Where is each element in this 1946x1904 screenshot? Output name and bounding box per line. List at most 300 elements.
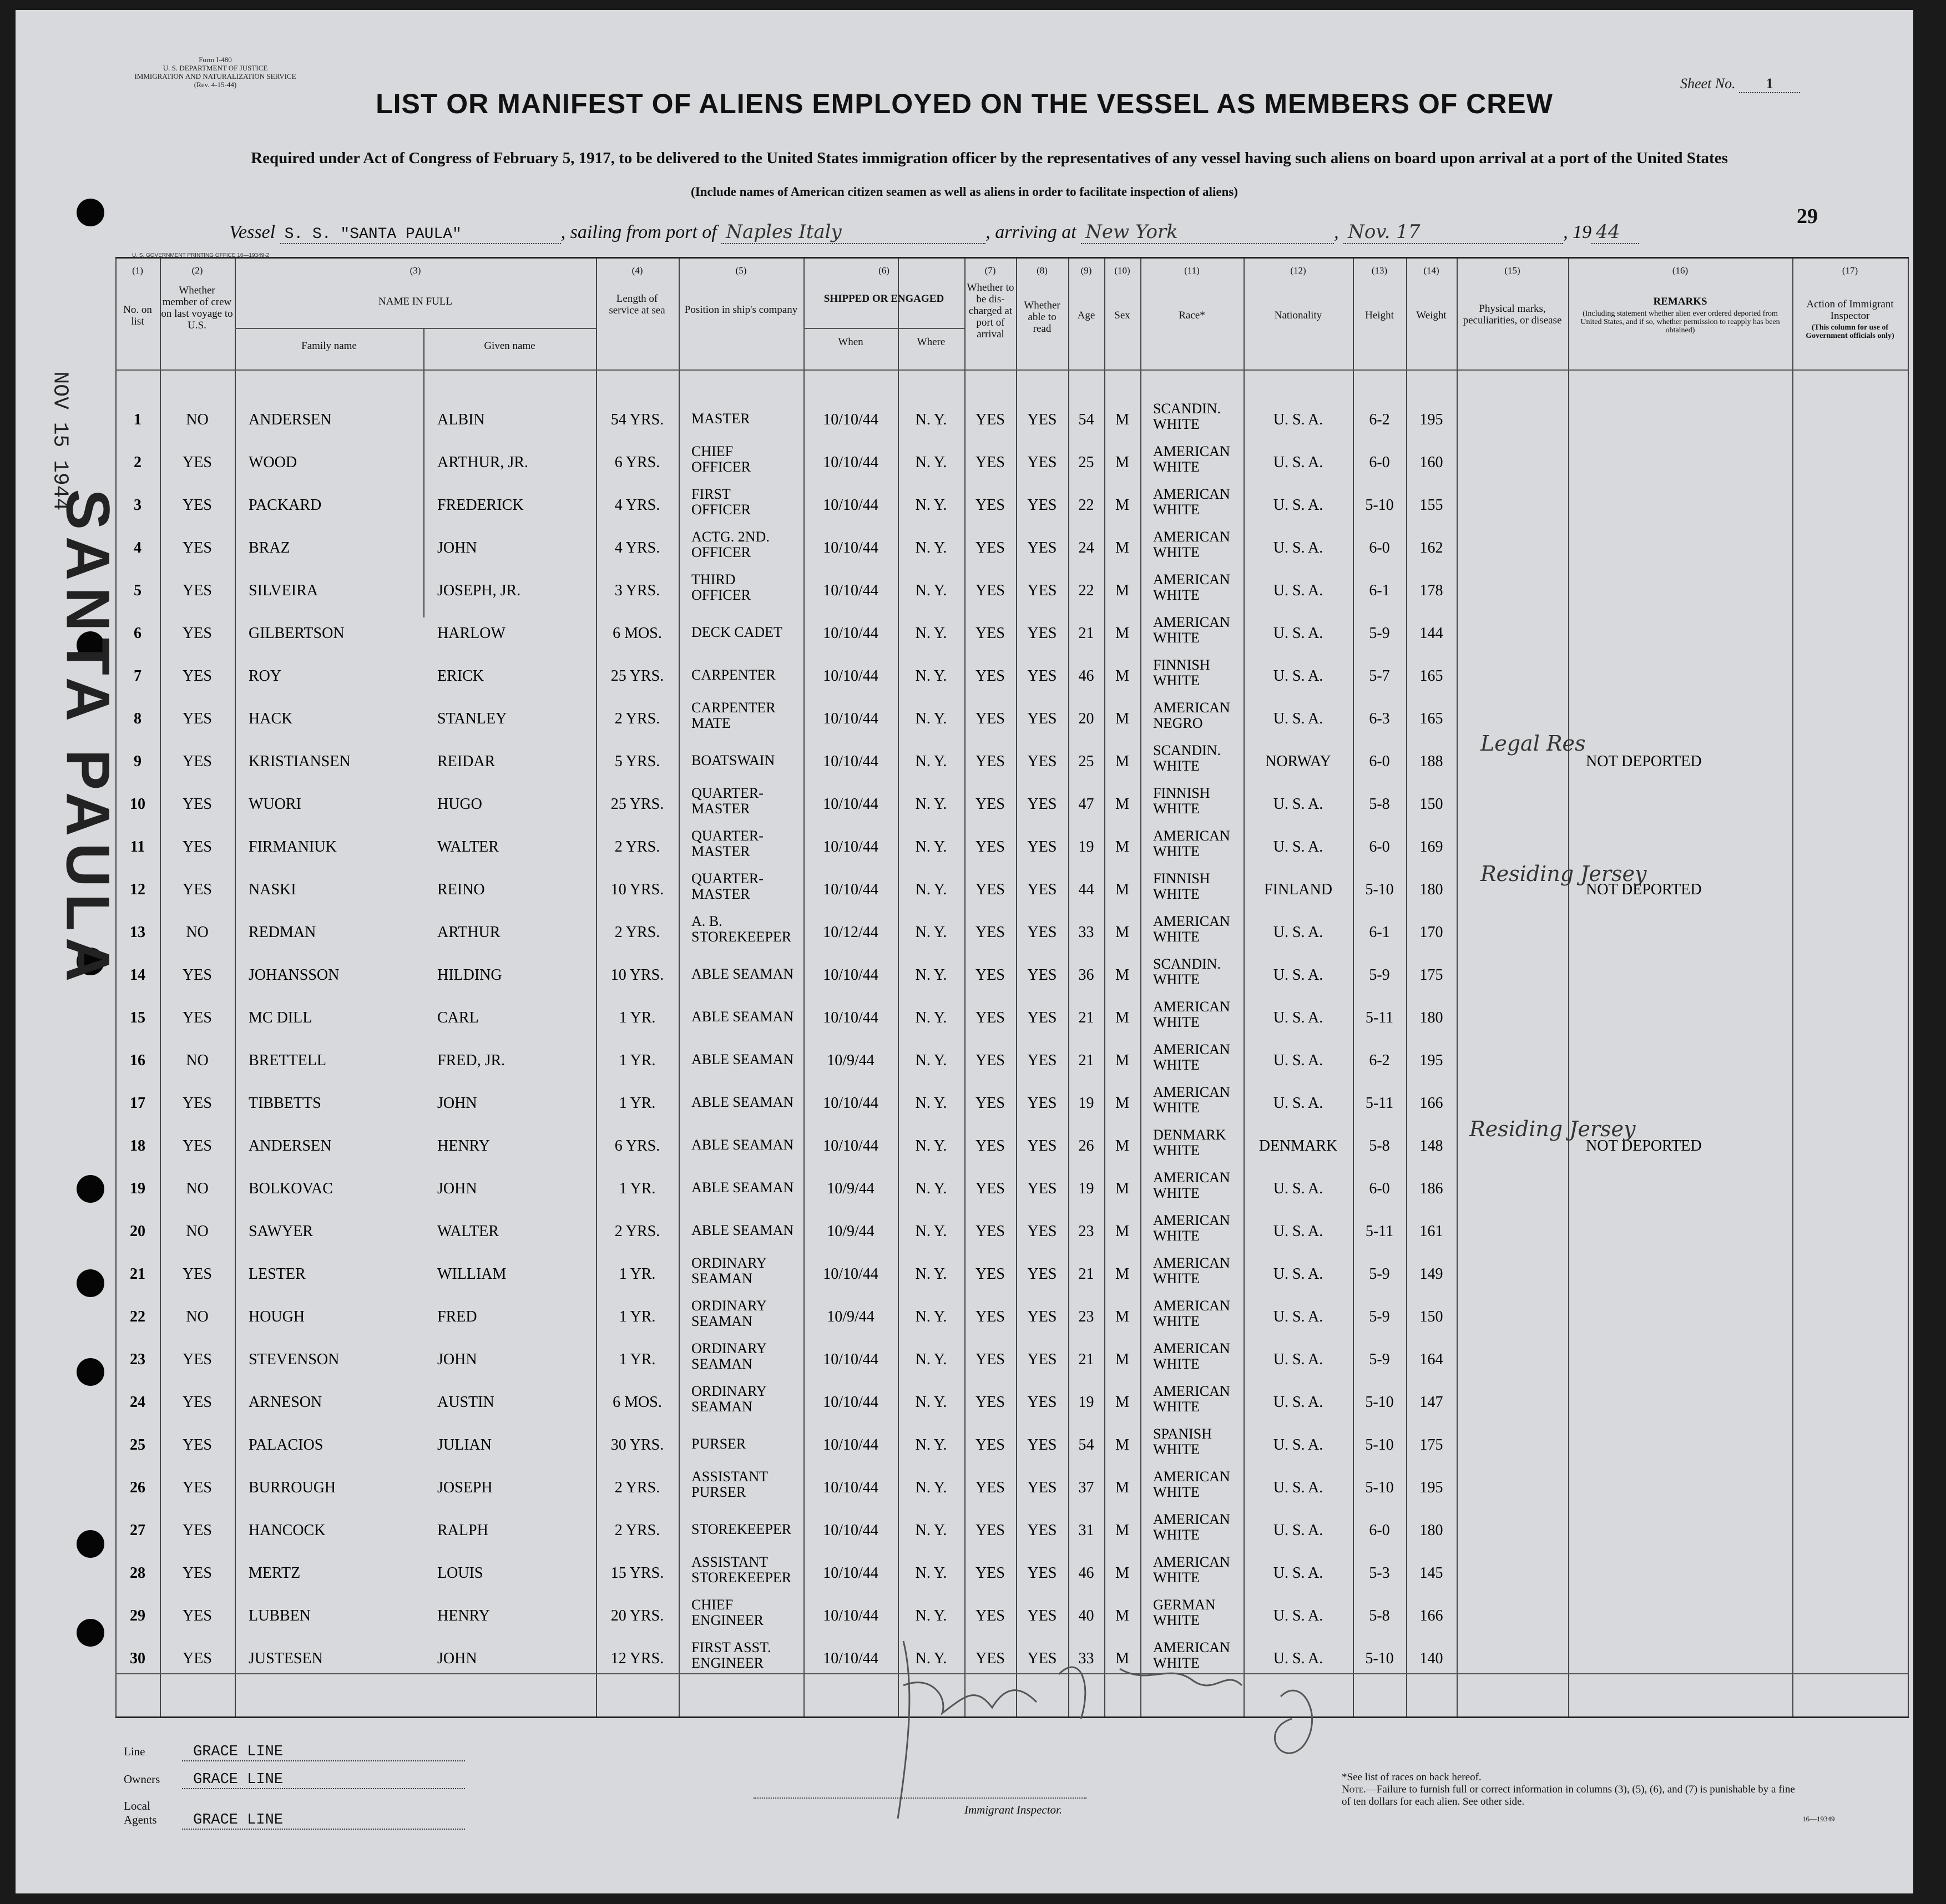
col-num: (10) xyxy=(1114,265,1130,276)
age: 40 xyxy=(1078,1607,1094,1624)
last-voyage: YES xyxy=(183,1095,212,1112)
form-number: Form I-480 xyxy=(199,55,232,64)
nationality: U. S. A. xyxy=(1273,1180,1323,1197)
race-line: WHITE xyxy=(1153,1569,1200,1586)
able-to-read: YES xyxy=(1027,753,1057,770)
age: 24 xyxy=(1078,539,1094,556)
handwritten-remark: Residing Jersey xyxy=(1469,1117,1636,1141)
given-name: REIDAR xyxy=(437,753,496,770)
nationality: U. S. A. xyxy=(1273,1564,1323,1582)
given-name: JOSEPH, JR. xyxy=(437,582,521,599)
shipped-when: 10/10/44 xyxy=(823,966,878,984)
col-num: (9) xyxy=(1080,265,1092,276)
position-line: ACTG. 2ND. xyxy=(691,529,770,545)
race xyxy=(1153,1384,1245,1415)
age: 19 xyxy=(1078,1095,1094,1112)
race xyxy=(1153,572,1245,603)
weight: 195 xyxy=(1419,1052,1443,1069)
position-line: SEAMAN xyxy=(691,1356,752,1372)
footer-line xyxy=(124,1744,465,1761)
race-line: FINNISH xyxy=(1153,870,1210,887)
height: 6-2 xyxy=(1369,1052,1390,1069)
weight: 164 xyxy=(1419,1351,1443,1368)
note-label: Note. xyxy=(1342,1784,1366,1795)
race-line: AMERICAN xyxy=(1153,443,1230,459)
handwritten-remark: Legal Res xyxy=(1480,731,1586,756)
nationality: U. S. A. xyxy=(1273,454,1323,471)
race-line: WHITE xyxy=(1153,843,1200,859)
family-name: NASKI xyxy=(249,881,296,898)
weight: 147 xyxy=(1419,1394,1443,1411)
race-line: FINNISH xyxy=(1153,657,1210,673)
sex: M xyxy=(1115,1522,1129,1539)
race-line: AMERICAN xyxy=(1153,614,1230,630)
age: 22 xyxy=(1078,497,1094,514)
nationality: U. S. A. xyxy=(1273,1308,1323,1325)
shipped-when: 10/10/44 xyxy=(823,753,878,770)
race-line: WHITE xyxy=(1153,1612,1200,1628)
sex: M xyxy=(1115,710,1129,727)
position xyxy=(691,753,802,768)
row-number: 17 xyxy=(130,1095,145,1112)
sex: M xyxy=(1115,1564,1129,1582)
height: 6-0 xyxy=(1369,1180,1390,1197)
row-number: 23 xyxy=(130,1351,145,1368)
race-line: AMERICAN xyxy=(1153,1298,1230,1314)
race-line: SPANISH xyxy=(1153,1426,1212,1442)
last-voyage: YES xyxy=(183,1137,212,1154)
race-line: WHITE xyxy=(1153,1484,1200,1500)
length-of-service: 1 YR. xyxy=(619,1308,656,1325)
last-voyage: YES xyxy=(183,1351,212,1368)
shipped-where: N. Y. xyxy=(915,924,947,941)
race-line: WHITE xyxy=(1153,971,1200,988)
nationality: U. S. A. xyxy=(1273,1436,1323,1454)
race-line: WHITE xyxy=(1153,1356,1200,1372)
col-num: (12) xyxy=(1290,265,1306,276)
col-num: (4) xyxy=(631,265,643,276)
able-to-read: YES xyxy=(1027,582,1057,599)
position xyxy=(691,966,802,982)
weight: 144 xyxy=(1419,625,1443,642)
position-line: STOREKEEPER xyxy=(691,1569,792,1586)
position-line: MASTER xyxy=(691,411,750,427)
row-number: 7 xyxy=(134,667,141,685)
length-of-service: 12 YRS. xyxy=(610,1650,664,1667)
row-number: 10 xyxy=(130,796,145,813)
vessel-name: S. S. "SANTA PAULA" xyxy=(280,226,561,244)
weight: 166 xyxy=(1419,1607,1443,1624)
shipped-when: 10/10/44 xyxy=(823,1436,878,1454)
shipped-where: N. Y. xyxy=(915,1137,947,1154)
given-name: LOUIS xyxy=(437,1564,483,1582)
age: 44 xyxy=(1078,881,1094,898)
age: 21 xyxy=(1078,1009,1094,1026)
header-able-read: Whether able to read xyxy=(1024,300,1060,335)
length-of-service: 6 YRS. xyxy=(614,1137,660,1154)
row-number: 25 xyxy=(130,1436,145,1454)
sex: M xyxy=(1115,1607,1129,1624)
row-number: 15 xyxy=(130,1009,145,1026)
height: 6-1 xyxy=(1369,582,1390,599)
race-line: AMERICAN xyxy=(1153,1383,1230,1399)
sex: M xyxy=(1115,966,1129,984)
header-discharged: Whether to be dis-charged at port of arrival xyxy=(967,282,1014,340)
shipped-where: N. Y. xyxy=(915,1265,947,1283)
weight: 175 xyxy=(1419,1436,1443,1454)
position-line: QUARTER- xyxy=(691,870,764,887)
inspector-label: Immigrant Inspector. xyxy=(964,1803,1063,1816)
discharged: YES xyxy=(975,1479,1005,1496)
sex: M xyxy=(1115,625,1129,642)
sex: M xyxy=(1115,1223,1129,1240)
race-line: AMERICAN xyxy=(1153,913,1230,929)
nationality: U. S. A. xyxy=(1273,966,1323,984)
position xyxy=(691,914,802,945)
position xyxy=(691,871,802,902)
age: 21 xyxy=(1078,1351,1094,1368)
header-shipped: SHIPPED OR ENGAGED xyxy=(823,293,944,305)
position xyxy=(691,1052,802,1067)
position xyxy=(691,529,802,560)
sex: M xyxy=(1115,1052,1129,1069)
discharged: YES xyxy=(975,667,1005,685)
race-line: WHITE xyxy=(1153,1399,1200,1415)
age: 19 xyxy=(1078,1180,1094,1197)
family-name: REDMAN xyxy=(249,924,316,941)
race-line: AMERICAN xyxy=(1153,1169,1230,1186)
race xyxy=(1153,1085,1245,1116)
shipped-when: 10/10/44 xyxy=(823,582,878,599)
table-row xyxy=(16,397,1913,439)
nationality: U. S. A. xyxy=(1273,1009,1323,1026)
header-nationality: Nationality xyxy=(1274,310,1322,321)
row-number: 4 xyxy=(134,539,141,556)
position-line: CARPENTER xyxy=(691,700,776,716)
position xyxy=(691,1597,802,1628)
shipped-where: N. Y. xyxy=(915,1607,947,1624)
age: 21 xyxy=(1078,1052,1094,1069)
footer-agents xyxy=(124,1799,465,1830)
age: 19 xyxy=(1078,1394,1094,1411)
able-to-read: YES xyxy=(1027,1223,1057,1240)
nationality: U. S. A. xyxy=(1273,411,1323,428)
weight: 180 xyxy=(1419,1522,1443,1539)
age: 54 xyxy=(1078,1436,1094,1454)
shipped-where: N. Y. xyxy=(915,539,947,556)
able-to-read: YES xyxy=(1027,454,1057,471)
shipped-when: 10/10/44 xyxy=(823,497,878,514)
race-line: AMERICAN xyxy=(1153,529,1230,545)
discharged: YES xyxy=(975,753,1005,770)
age: 25 xyxy=(1078,454,1094,471)
owners-value: GRACE LINE xyxy=(182,1771,465,1789)
position xyxy=(691,1095,802,1110)
discharged: YES xyxy=(975,796,1005,813)
family-name: ANDERSEN xyxy=(249,1137,332,1154)
family-name: PALACIOS xyxy=(249,1436,324,1454)
family-name: HOUGH xyxy=(249,1308,305,1325)
shipped-where: N. Y. xyxy=(915,411,947,428)
shipped-when: 10/9/44 xyxy=(827,1180,875,1197)
race xyxy=(1153,786,1245,817)
age: 33 xyxy=(1078,1650,1094,1667)
header-length-service: Length of service at sea xyxy=(609,293,665,316)
discharged: YES xyxy=(975,881,1005,898)
table-row xyxy=(16,568,1913,610)
race xyxy=(1153,1426,1245,1457)
row-number: 24 xyxy=(130,1394,145,1411)
position-line: DECK CADET xyxy=(691,624,782,640)
nationality: U. S. A. xyxy=(1273,710,1323,727)
race-note: *See list of races on back hereof. xyxy=(1342,1771,1482,1783)
header-weight: Weight xyxy=(1416,310,1447,321)
able-to-read: YES xyxy=(1027,1650,1057,1667)
header-given-name: Given name xyxy=(484,340,535,352)
position-line: MASTER xyxy=(691,801,750,817)
table-row xyxy=(16,1550,1913,1593)
position-line: ABLE SEAMAN xyxy=(691,1094,794,1110)
col-num: (15) xyxy=(1504,265,1520,276)
given-name: HENRY xyxy=(437,1137,490,1154)
agents-label: Local Agents xyxy=(124,1799,157,1826)
given-name: FRED xyxy=(437,1308,477,1325)
required-text: Required under Act of Congress of February 5, 1917, to be delivered to the United States immigration officer by the representatives of any vessel having such aliens on board upon arrival at a port of the United States xyxy=(251,149,1728,167)
shipped-where: N. Y. xyxy=(915,1479,947,1496)
discharged: YES xyxy=(975,1607,1005,1624)
sex: M xyxy=(1115,1436,1129,1454)
discharged: YES xyxy=(975,1052,1005,1069)
able-to-read: YES xyxy=(1027,1607,1057,1624)
weight: 162 xyxy=(1419,539,1443,556)
sex: M xyxy=(1115,796,1129,813)
position xyxy=(691,700,802,731)
shipped-when: 10/10/44 xyxy=(823,539,878,556)
table-row xyxy=(16,1294,1913,1336)
family-name: GILBERTSON xyxy=(249,625,345,642)
arrival-year: 44 xyxy=(1591,221,1639,244)
age: 22 xyxy=(1078,582,1094,599)
shipped-where: N. Y. xyxy=(915,796,947,813)
family-name: LESTER xyxy=(249,1265,306,1283)
position xyxy=(691,1640,802,1671)
row-number: 22 xyxy=(130,1308,145,1325)
able-to-read: YES xyxy=(1027,1137,1057,1154)
shipped-when: 10/12/44 xyxy=(823,924,878,941)
shipped-where: N. Y. xyxy=(915,881,947,898)
age: 23 xyxy=(1078,1308,1094,1325)
family-name: ARNESON xyxy=(249,1394,322,1411)
row-number: 21 xyxy=(130,1265,145,1283)
shipped-when: 10/10/44 xyxy=(823,1522,878,1539)
able-to-read: YES xyxy=(1027,625,1057,642)
length-of-service: 1 YR. xyxy=(619,1095,656,1112)
given-name: JULIAN xyxy=(437,1436,492,1454)
agents-value: GRACE LINE xyxy=(182,1812,465,1830)
position-line: THIRD xyxy=(691,571,736,588)
col-num: (14) xyxy=(1423,265,1439,276)
sex: M xyxy=(1115,1137,1129,1154)
col-num: (3) xyxy=(410,265,421,276)
race-line: AMERICAN xyxy=(1153,1212,1230,1228)
last-voyage: YES xyxy=(183,753,212,770)
shipped-when: 10/10/44 xyxy=(823,710,878,727)
nationality: U. S. A. xyxy=(1273,838,1323,855)
shipped-where: N. Y. xyxy=(915,1180,947,1197)
shipped-where: N. Y. xyxy=(915,1650,947,1667)
table-row xyxy=(16,696,1913,738)
position xyxy=(691,1469,802,1500)
race-line: WHITE xyxy=(1153,502,1200,518)
family-name: MC DILL xyxy=(249,1009,312,1026)
fine-note xyxy=(1342,1784,1797,1808)
last-voyage: YES xyxy=(183,1650,212,1667)
height: 6-0 xyxy=(1369,838,1390,855)
weight: 178 xyxy=(1419,582,1443,599)
sex: M xyxy=(1115,454,1129,471)
position-line: ABLE SEAMAN xyxy=(691,1179,794,1196)
race-line: AMERICAN xyxy=(1153,999,1230,1015)
race-line: AMERICAN xyxy=(1153,1554,1230,1570)
shipped-when: 10/10/44 xyxy=(823,1095,878,1112)
shipped-where: N. Y. xyxy=(915,625,947,642)
position xyxy=(691,1180,802,1196)
sailing-port: Naples Italy xyxy=(721,221,985,244)
age: 21 xyxy=(1078,625,1094,642)
age: 54 xyxy=(1078,411,1094,428)
row-number: 27 xyxy=(130,1522,145,1539)
family-name: STEVENSON xyxy=(249,1351,340,1368)
stamp-date: NOV 15 1944 xyxy=(48,371,72,511)
shipped-where: N. Y. xyxy=(915,753,947,770)
table-row xyxy=(16,824,1913,867)
given-name: JOHN xyxy=(437,539,477,556)
nationality: U. S. A. xyxy=(1273,1479,1323,1496)
position-line: OFFICER xyxy=(691,544,751,560)
col-num: (2) xyxy=(191,265,203,276)
position-line: ORDINARY xyxy=(691,1340,767,1356)
position xyxy=(691,487,802,518)
shipped-when: 10/10/44 xyxy=(823,1479,878,1496)
position xyxy=(691,667,802,683)
age: 37 xyxy=(1078,1479,1094,1496)
last-voyage: YES xyxy=(183,1009,212,1026)
row-number: 14 xyxy=(130,966,145,984)
sex: M xyxy=(1115,1095,1129,1112)
discharged: YES xyxy=(975,1265,1005,1283)
shipped-when: 10/10/44 xyxy=(823,625,878,642)
length-of-service: 2 YRS. xyxy=(614,1479,660,1496)
position xyxy=(691,1223,802,1238)
sex: M xyxy=(1115,582,1129,599)
header-remarks: REMARKS xyxy=(1653,296,1707,307)
age: 25 xyxy=(1078,753,1094,770)
last-voyage: YES xyxy=(183,881,212,898)
shipped-when: 10/10/44 xyxy=(823,838,878,855)
length-of-service: 4 YRS. xyxy=(614,539,660,556)
weight: 180 xyxy=(1419,881,1443,898)
row-number: 20 xyxy=(130,1223,145,1240)
position-line: QUARTER- xyxy=(691,785,764,801)
nationality: U. S. A. xyxy=(1273,539,1323,556)
able-to-read: YES xyxy=(1027,1351,1057,1368)
shipped-when: 10/10/44 xyxy=(823,796,878,813)
col-num: (8) xyxy=(1037,265,1048,276)
race-line: AMERICAN xyxy=(1153,1041,1230,1057)
length-of-service: 54 YRS. xyxy=(610,411,664,428)
race-line: WHITE xyxy=(1153,459,1200,475)
nationality: NORWAY xyxy=(1265,753,1331,770)
race-line: WHITE xyxy=(1153,1057,1200,1073)
height: 5-11 xyxy=(1365,1223,1394,1240)
inspector-signature xyxy=(881,1608,1369,1830)
last-voyage: NO xyxy=(186,1180,209,1197)
col-num: (6) xyxy=(878,265,889,276)
race-line: WHITE xyxy=(1153,1655,1200,1671)
family-name: PACKARD xyxy=(249,497,322,514)
race xyxy=(1153,529,1245,560)
arrival-date: Nov. 17 xyxy=(1343,221,1563,244)
line-label: Line xyxy=(124,1745,145,1758)
include-text: (Include names of American citizen seamen as well as aliens in order to facilitate inspection of aliens) xyxy=(691,185,1238,199)
page-title: LIST OR MANIFEST OF ALIENS EMPLOYED ON THE VESSEL AS MEMBERS OF CREW xyxy=(376,88,1553,119)
given-name: HUGO xyxy=(437,796,482,813)
position-line: ABLE SEAMAN xyxy=(691,1137,794,1153)
sex: M xyxy=(1115,1180,1129,1197)
discharged: YES xyxy=(975,1351,1005,1368)
length-of-service: 30 YRS. xyxy=(610,1436,664,1454)
given-name: FRED, JR. xyxy=(437,1052,506,1069)
shipped-where: N. Y. xyxy=(915,1351,947,1368)
height: 6-0 xyxy=(1369,539,1390,556)
nationality: U. S. A. xyxy=(1273,924,1323,941)
discharged: YES xyxy=(975,454,1005,471)
position-line: OFFICER xyxy=(691,502,751,518)
row-number: 6 xyxy=(134,625,141,642)
shipped-where: N. Y. xyxy=(915,710,947,727)
nationality: U. S. A. xyxy=(1273,1607,1323,1624)
nationality: U. S. A. xyxy=(1273,1650,1323,1667)
race-line: SCANDIN. xyxy=(1153,401,1221,417)
family-name: JUSTESEN xyxy=(249,1650,323,1667)
race xyxy=(1153,1127,1245,1158)
race xyxy=(1153,1255,1245,1287)
position-line: STOREKEEPER xyxy=(691,929,792,945)
last-voyage: YES xyxy=(183,966,212,984)
table-row xyxy=(16,1166,1913,1208)
position-line: ORDINARY xyxy=(691,1298,767,1314)
race xyxy=(1153,401,1245,432)
height: 6-0 xyxy=(1369,1522,1390,1539)
race-line: AMERICAN xyxy=(1153,700,1230,716)
height: 6-3 xyxy=(1369,710,1390,727)
table-row xyxy=(16,653,1913,696)
header-position: Position in ship's company xyxy=(684,304,798,316)
discharged: YES xyxy=(975,497,1005,514)
race-line: AMERICAN xyxy=(1153,1084,1230,1100)
race xyxy=(1153,444,1245,475)
race-line: WHITE xyxy=(1153,1142,1200,1158)
form-code: 16—19349 xyxy=(1802,1815,1835,1823)
able-to-read: YES xyxy=(1027,1522,1057,1539)
last-voyage: YES xyxy=(183,838,212,855)
position xyxy=(691,1384,802,1415)
height: 5-10 xyxy=(1365,497,1394,514)
table-row xyxy=(16,738,1913,781)
row-number: 12 xyxy=(130,881,145,898)
shipped-when: 10/10/44 xyxy=(823,1351,878,1368)
nationality: U. S. A. xyxy=(1273,1223,1323,1240)
